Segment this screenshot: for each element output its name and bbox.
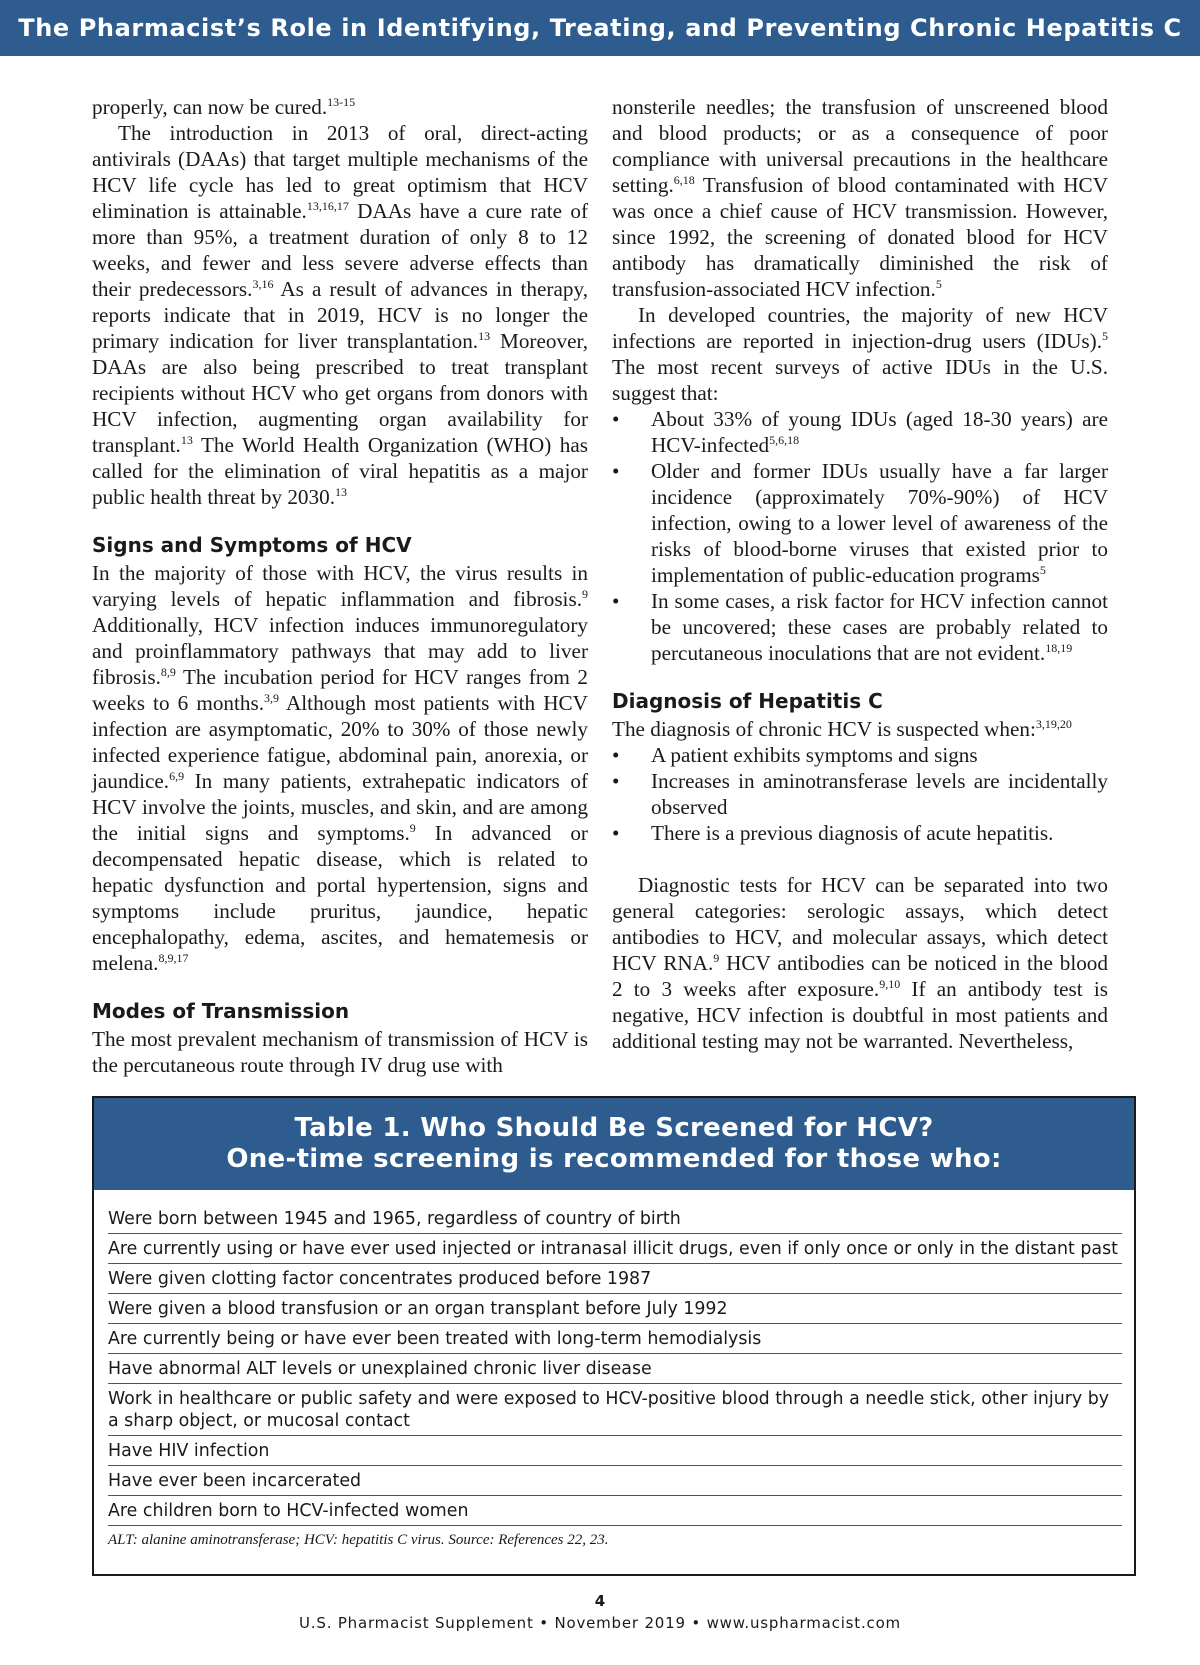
citation: 5,6,18: [769, 433, 800, 447]
text: Although most patients with HCV infection are asymptomatic, 20% to 30% of those newly infected experience fatigue, abdominal pain, anorexia, or jaundice.: [92, 691, 588, 793]
text: Moreover, DAAs are also being prescribed to treat transplant recipients without HCV who get organs from donors with HCV infection, augmenting organ availability for transplant.: [92, 329, 588, 457]
citation: 8,9: [160, 665, 176, 679]
text: In some cases, a risk factor for HCV infection cannot be uncovered; these cases are probably related to percutaneous inoculations that are not evident.: [651, 589, 1108, 665]
list-item: [612, 406, 1108, 458]
bullet-icon: •: [612, 821, 620, 845]
citation: 9: [713, 951, 720, 965]
text: Increases in aminotransferase levels are incidentally observed: [651, 769, 1108, 819]
list-item: [612, 588, 1108, 666]
citation: 13: [478, 329, 491, 343]
list-item: [612, 820, 1108, 846]
citation: 6,18: [673, 173, 695, 187]
table-body: [108, 1204, 1122, 1526]
paragraph: [92, 94, 588, 120]
bullet-icon: •: [612, 589, 620, 613]
table-row: Have HIV infection: [108, 1436, 1122, 1466]
right-column: [612, 94, 1108, 1054]
citation: 13-15: [327, 95, 356, 109]
table-row: Are children born to HCV-infected women: [108, 1496, 1122, 1526]
citation: 3,9: [264, 691, 280, 705]
citation: 18,19: [1045, 641, 1073, 655]
text: DAAs have a cure rate of more than 95%, a treatment duration of only 8 to 12 weeks, and fewer and less severe adverse effects than their predecessors.: [92, 199, 588, 301]
text: Additionally, HCV infection induces immunoregulatory and proinflammatory pathways that may add to liver fibrosis.: [92, 613, 588, 689]
text: A patient exhibits symptoms and signs: [651, 743, 978, 767]
list-item: [612, 768, 1108, 820]
text: HCV antibodies can be noticed in the blood 2 to 3 weeks after exposure.: [612, 951, 1108, 1001]
list-item: [612, 742, 1108, 768]
paragraph: [612, 716, 1108, 742]
table-row: Were given clotting factor concentrates produced before 1987: [108, 1264, 1122, 1294]
footer-publication: U.S. Pharmacist Supplement • November 2019 • www.uspharmacist.com: [299, 1614, 901, 1632]
paragraph: [92, 560, 588, 976]
table-title-line-2: One-time screening is recommended for those who:: [226, 1144, 1002, 1174]
text: The introduction in 2013 of oral, direct-acting antivirals (DAAs) that target multiple mechanisms of the HCV life cycle has led to great optimism that HCV elimination is attainable.: [92, 121, 588, 223]
table-1: [92, 1096, 1136, 1576]
text: In the majority of those with HCV, the virus results in varying levels of hepatic inflammation and fibrosis.: [92, 561, 588, 611]
section-heading-diagnosis: Diagnosis of Hepatitis C: [612, 689, 883, 713]
bullet-icon: •: [612, 407, 620, 431]
text: As a result of advances in therapy, reports indicate that in 2019, HCV is no longer the primary indication for liver transplantation.: [92, 277, 588, 353]
bullet-list-diagnosis: [612, 742, 1108, 846]
bullet-icon: •: [612, 769, 620, 793]
bullet-list-idu: [612, 406, 1108, 666]
text: The most recent surveys of active IDUs in the U.S. suggest that:: [612, 355, 1108, 405]
text: The incubation period for HCV ranges from 2 weeks to 6 months.: [92, 665, 588, 715]
table-title-line-1: Table 1. Who Should Be Screened for HCV?: [294, 1113, 934, 1143]
table-row: Were born between 1945 and 1965, regardless of country of birth: [108, 1204, 1122, 1234]
text: Older and former IDUs usually have a far larger incidence (approximately 70%-90%) of HCV infection, owing to a lower level of awareness of the risks of blood-borne viruses that existed prior to implementation of public-education programs: [651, 459, 1108, 587]
text: The diagnosis of chronic HCV is suspected when:: [612, 717, 1036, 741]
section-heading-signs: Signs and Symptoms of HCV: [92, 533, 412, 557]
text: In developed countries, the majority of new HCV infections are reported in injection-drug users (IDUs).: [612, 303, 1108, 353]
citation: 5: [1102, 329, 1108, 343]
citation: 13,16,17: [306, 199, 349, 213]
citation: 3,19,20: [1035, 717, 1072, 731]
paragraph: [92, 1026, 588, 1078]
citation: 13: [335, 485, 348, 499]
paragraph: [612, 94, 1108, 302]
text: There is a previous diagnosis of acute hepatitis.: [651, 821, 1054, 845]
text: Transfusion of blood contaminated with HCV was once a chief cause of HCV transmission. However, since 1992, the screening of donated blood for HCV antibody has dramatically diminished the risk of transfusion-associated HCV infection.: [612, 173, 1108, 301]
table-row: Work in healthcare or public safety and were exposed to HCV-positive blood through a needle stick, other injury by a sharp object, or mucosal contact: [108, 1384, 1122, 1436]
section-heading-modes: Modes of Transmission: [92, 999, 350, 1023]
running-header: [0, 0, 1200, 56]
citation: 6,9: [169, 769, 185, 783]
bullet-icon: •: [612, 459, 620, 483]
table-row: Have ever been incarcerated: [108, 1466, 1122, 1496]
citation: 8,9,17: [158, 951, 189, 965]
table-title: [94, 1098, 1134, 1190]
citation: 5: [1039, 563, 1046, 577]
text: The World Health Organization (WHO) has called for the elimination of viral hepatitis as a major public health threat by 2030.: [92, 433, 588, 509]
bullet-icon: •: [612, 743, 620, 767]
text: The most prevalent mechanism of transmission of HCV is the percutaneous route through IV drug use with: [92, 1027, 588, 1077]
left-column: [92, 94, 588, 1078]
text: Diagnostic tests for HCV can be separated into two general categories: serologic assays, which detect antibodies to HCV, and molecular assays, which detect HCV RNA.: [612, 873, 1108, 975]
text: About 33% of young IDUs (aged 18-30 years) are HCV-infected: [651, 407, 1108, 457]
citation: 9,10: [879, 977, 901, 991]
table-row: Were given a blood transfusion or an organ transplant before July 1992: [108, 1294, 1122, 1324]
citation: 5: [935, 277, 942, 291]
paragraph: [92, 120, 588, 510]
citation: 3,16: [252, 277, 274, 291]
text: In advanced or decompensated hepatic disease, which is related to hepatic dysfunction and portal hypertension, signs and symptoms include pruritus, jaundice, hepatic encephalopathy, edema, ascites, and hematemesis or melena.: [92, 821, 588, 975]
citation: 13: [180, 433, 193, 447]
table-footnote: ALT: alanine aminotransferase; HCV: hepatitis C virus. Source: References 22, 23.: [108, 1532, 609, 1548]
text: nonsterile needles; the transfusion of unscreened blood and blood products; or as a consequence of poor compliance with universal precautions in the healthcare setting.: [612, 95, 1108, 197]
citation: 9: [409, 821, 416, 835]
running-header-title: The Pharmacist’s Role in Identifying, Treating, and Preventing Chronic Hepatitis C: [18, 14, 1182, 42]
paragraph: [612, 302, 1108, 406]
table-row: Are currently being or have ever been treated with long-term hemodialysis: [108, 1324, 1122, 1354]
table-row: Are currently using or have ever used injected or intranasal illicit drugs, even if only once or only in the distant past: [108, 1234, 1122, 1264]
list-item: [612, 458, 1108, 588]
table-row: Have abnormal ALT levels or unexplained chronic liver disease: [108, 1354, 1122, 1384]
text: properly, can now be cured.: [92, 95, 328, 119]
paragraph: [612, 872, 1108, 1054]
page-number: 4: [594, 1592, 606, 1610]
text: If an antibody test is negative, HCV infection is doubtful in most patients and additional testing may not be warranted. Nevertheless,: [612, 977, 1109, 1053]
spacer: [612, 846, 1108, 872]
text: In many patients, extrahepatic indicators of HCV involve the joints, muscles, and skin, and are among the initial signs and symptoms.: [92, 769, 588, 845]
citation: 9: [582, 587, 588, 601]
